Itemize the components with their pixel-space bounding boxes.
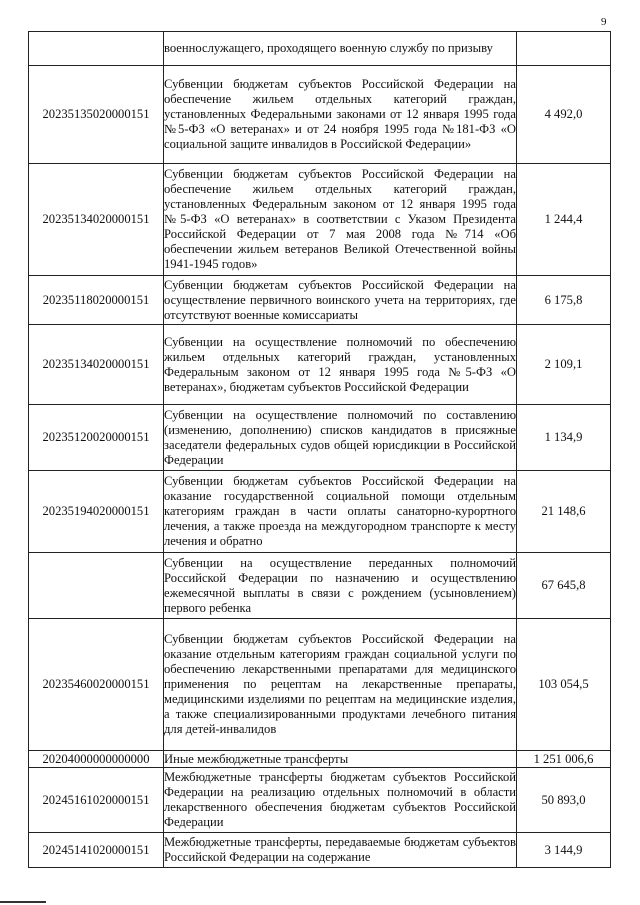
budget-amount: 67 645,8 — [517, 553, 611, 619]
budget-code: 20235118020000151 — [29, 276, 164, 325]
budget-amount: 1 134,9 — [517, 405, 611, 471]
table-row — [29, 66, 611, 164]
table-row — [29, 276, 611, 325]
table-row — [29, 164, 611, 276]
budget-amount: 50 893,0 — [517, 768, 611, 833]
budget-amount: 4 492,0 — [517, 66, 611, 164]
budget-code: 20235134020000151 — [29, 164, 164, 276]
budget-code: 20235194020000151 — [29, 471, 164, 553]
table-row — [29, 405, 611, 471]
budget-amount: 2 109,1 — [517, 325, 611, 405]
budget-code — [29, 32, 164, 66]
budget-code: 20245161020000151 — [29, 768, 164, 833]
budget-table — [28, 31, 611, 868]
budget-code — [29, 553, 164, 619]
budget-amount: 21 148,6 — [517, 471, 611, 553]
table-row — [29, 619, 611, 751]
budget-description: Субвенции на осуществление полномочий по обеспечению жильем отдельных категорий граждан, установленных Федеральным законом от 12 января 1995 года №5-ФЗ «О ветеранах», бюджетам субъектов Российской Федерации — [164, 325, 517, 405]
budget-description: Межбюджетные трансферты бюджетам субъектов Российской Федерации на реализацию отдельных полномочий в области лекарственного обеспечения бюджетам субъектов Российской Федерации — [164, 768, 517, 833]
table-row — [29, 553, 611, 619]
budget-description: Субвенции на осуществление переданных полномочий Российской Федерации по назначению и осуществлению ежемесячной выплаты в связи с рождением (усыновлением) первого ребенка — [164, 553, 517, 619]
budget-description: Субвенции бюджетам субъектов Российской Федерации на обеспечение жильем отдельных категорий граждан, установленных Федеральным законом от 12 января 1995 года №5-ФЗ «О ветеранах» в соответствии с Указом Президента Российской Федерации от 7 мая 2008 года №714 «Об обеспечении жильем ветеранов Великой Отечественной войны 1941-1945 годов» — [164, 164, 517, 276]
budget-code: 20235134020000151 — [29, 325, 164, 405]
budget-amount: 6 175,8 — [517, 276, 611, 325]
budget-description: Субвенции бюджетам субъектов Российской Федерации на обеспечение жильем отдельных категорий граждан, установленных Федеральными законами от 12 января 1995 года №5-ФЗ «О ветеранах» и от 24 ноября 1995 года №181-ФЗ «О социальной защите инвалидов в Российской Федерации» — [164, 66, 517, 164]
table-row — [29, 751, 611, 768]
budget-amount: 1 251 006,6 — [517, 751, 611, 768]
page-number: 9 — [601, 16, 607, 28]
table-row — [29, 471, 611, 553]
budget-description: Межбюджетные трансферты, передаваемые бюджетам субъектов Российской Федерации на содержание — [164, 833, 517, 868]
table-row — [29, 325, 611, 405]
margin-mark — [0, 901, 46, 903]
budget-code: 20235120020000151 — [29, 405, 164, 471]
table-row — [29, 768, 611, 833]
budget-description: Субвенции бюджетам субъектов Российской Федерации на оказание отдельным категориям граждан социальной услуги по обеспечению лекарственными препаратами для медицинского применения по рецептам на лекарственные препараты, медицинскими изделиями по рецептам на медицинские изделия, а также специализированными продуктами лечебного питания для детей-инвалидов — [164, 619, 517, 751]
budget-amount: 103 054,5 — [517, 619, 611, 751]
budget-amount: 3 144,9 — [517, 833, 611, 868]
budget-description: Субвенции на осуществление полномочий по составлению (изменению, дополнению) списков кандидатов в присяжные заседатели федеральных судов общей юрисдикции в Российской Федерации — [164, 405, 517, 471]
budget-amount — [517, 32, 611, 66]
budget-amount: 1 244,4 — [517, 164, 611, 276]
budget-code: 20204000000000000 — [29, 751, 164, 768]
budget-description: Субвенции бюджетам субъектов Российской Федерации на осуществление первичного воинского учета на территориях, где отсутствуют военные комиссариаты — [164, 276, 517, 325]
budget-code: 20235135020000151 — [29, 66, 164, 164]
budget-code: 20235460020000151 — [29, 619, 164, 751]
budget-description: Иные межбюджетные трансферты — [164, 751, 517, 768]
budget-description: военнослужащего, проходящего военную службу по призыву — [164, 32, 517, 66]
budget-code: 20245141020000151 — [29, 833, 164, 868]
table-row — [29, 833, 611, 868]
budget-description: Субвенции бюджетам субъектов Российской Федерации на оказание государственной социальной помощи отдельным категориям граждан в части оплаты санаторно-курортного лечения, а также проезда на междугородном транспорте к месту лечения и обратно — [164, 471, 517, 553]
table-row — [29, 32, 611, 66]
